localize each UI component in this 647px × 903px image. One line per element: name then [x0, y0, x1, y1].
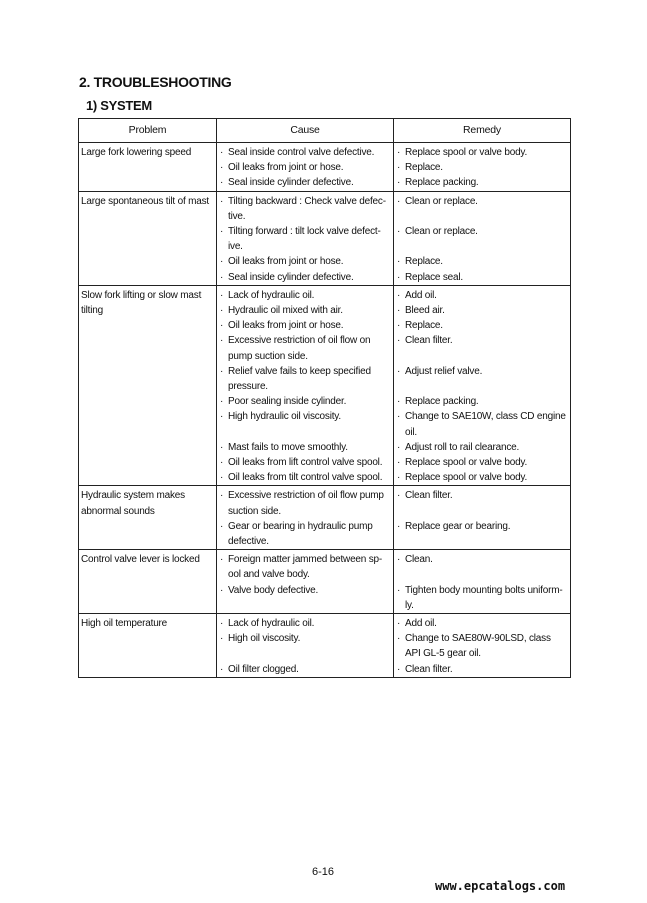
problem-line: Hydraulic system makes [81, 490, 185, 502]
remedy-line [396, 631, 568, 646]
bullet-text: Foreign matter jammed between sp- [228, 554, 383, 566]
bullet-text: Replace packing. [405, 177, 479, 189]
bullet-text: Mast fails to move smoothly. [228, 441, 348, 453]
cause-line [219, 631, 391, 646]
bullet-icon: · [220, 472, 224, 484]
bullet-text: Excessive restriction of oil flow pump [228, 490, 384, 502]
cause-line: defective. [228, 536, 269, 548]
cause-line [219, 160, 391, 175]
bullet-text: Clean. [405, 554, 433, 566]
remedy-line [396, 662, 568, 677]
cause-line: ive. [228, 241, 243, 253]
problem-line: Slow fork lifting or slow mast [81, 289, 202, 301]
cause-line [219, 662, 391, 677]
blank-line [396, 349, 568, 364]
remedy-line [396, 616, 568, 631]
cause-line [219, 318, 391, 333]
subsection-title: 1) SYSTEM [86, 98, 152, 113]
remedy-line [396, 364, 568, 379]
cause-line [219, 194, 391, 209]
cause-line [219, 394, 391, 409]
problem-cell [79, 285, 217, 486]
bullet-icon: · [397, 335, 401, 347]
bullet-text: Lack of hydraulic oil. [228, 618, 315, 630]
problem-line: Large spontaneous tilt of mast [81, 195, 209, 207]
bullet-text: Replace spool or valve body. [405, 472, 528, 484]
bullet-text: Lack of hydraulic oil. [228, 289, 315, 301]
blank-line [396, 534, 568, 549]
bullet-text: Oil leaks from joint or hose. [228, 162, 344, 174]
problem-line: Control valve lever is locked [81, 554, 200, 566]
bullet-icon: · [220, 256, 224, 268]
bullet-text: Oil leaks from joint or hose. [228, 256, 344, 268]
cause-line: suction side. [228, 505, 281, 517]
remedy-cell [394, 614, 571, 678]
bullet-icon: · [220, 335, 224, 347]
bullet-text: Replace. [405, 320, 443, 332]
bullet-text: Change to SAE80W-90LSD, class [405, 633, 551, 645]
bullet-icon: · [397, 663, 401, 675]
remedy-line [396, 470, 568, 485]
bullet-text: Clean or replace. [405, 226, 478, 237]
bullet-text: Replace gear or bearing. [405, 520, 511, 532]
bullet-text: Clean or replace. [405, 195, 478, 207]
table-row [79, 285, 571, 486]
bullet-icon: · [397, 195, 401, 207]
cause-line: tive. [228, 210, 246, 222]
cause-line [219, 254, 391, 269]
bullet-text: Adjust relief valve. [405, 365, 483, 377]
bullet-icon: · [397, 411, 401, 423]
bullet-icon: · [220, 457, 224, 469]
cause-line [219, 552, 391, 567]
cause-cell [217, 285, 394, 486]
blank-line [396, 209, 568, 224]
bullet-icon: · [220, 396, 224, 408]
remedy-line [396, 318, 568, 333]
remedy-line [396, 270, 568, 285]
cause-line [219, 145, 391, 160]
bullet-text: Poor sealing inside cylinder. [228, 396, 347, 408]
bullet-text: Seal inside cylinder defective. [228, 271, 354, 283]
table-row [79, 550, 571, 614]
bullet-text: Oil leaks from tilt control valve spool. [228, 472, 383, 484]
remedy-cell [394, 486, 571, 550]
remedy-line [396, 254, 568, 269]
remedy-cell [394, 191, 571, 285]
bullet-icon: · [397, 472, 401, 484]
bullet-text: Tighten body mounting bolts uniform- [405, 584, 563, 596]
blank-line [219, 646, 391, 661]
cause-line: pump suction side. [228, 350, 308, 362]
cause-line [219, 303, 391, 318]
bullet-icon: · [220, 305, 224, 317]
cause-cell [217, 614, 394, 678]
bullet-text: High hydraulic oil viscosity. [228, 411, 341, 423]
remedy-line [396, 333, 568, 348]
remedy-line [396, 583, 568, 598]
bullet-icon: · [397, 320, 401, 332]
remedy-line: API GL-5 gear oil. [405, 648, 481, 660]
bullet-text: Valve body defective. [228, 584, 319, 596]
bullet-icon: · [397, 520, 401, 532]
remedy-line [396, 519, 568, 534]
remedy-line: oil. [405, 426, 417, 438]
cause-line [219, 333, 391, 348]
cause-line [219, 270, 391, 285]
bullet-icon: · [397, 147, 401, 158]
bullet-icon: · [397, 618, 401, 630]
bullet-icon: · [220, 289, 224, 301]
bullet-text: Change to SAE10W, class CD engine [405, 411, 566, 423]
bullet-text: Replace spool or valve body. [405, 457, 528, 469]
bullet-icon: · [220, 226, 224, 238]
blank-line [396, 379, 568, 394]
troubleshooting-table [78, 118, 571, 678]
bullet-icon: · [397, 457, 401, 469]
bullet-text: Relief valve fails to keep specified [228, 365, 371, 377]
bullet-text: Replace. [405, 256, 443, 268]
cause-cell [217, 486, 394, 550]
bullet-icon: · [220, 411, 224, 423]
remedy-line [396, 194, 568, 209]
problem-cell [79, 614, 217, 678]
bullet-text: High oil viscosity. [228, 633, 301, 645]
bullet-text: Hydraulic oil mixed with air. [228, 305, 343, 317]
remedy-line [396, 409, 568, 424]
bullet-text: Replace. [405, 162, 443, 174]
remedy-line [396, 488, 568, 503]
bullet-icon: · [397, 226, 401, 237]
page-number: 6-16 [312, 866, 335, 878]
bullet-text: Tilting backward : Check valve defec- [228, 195, 386, 207]
bullet-text: Replace seal. [405, 271, 463, 283]
problem-line: abnormal sounds [81, 505, 155, 517]
cause-cell [217, 550, 394, 614]
bullet-icon: · [397, 554, 401, 566]
bullet-icon: · [220, 147, 224, 158]
bullet-icon: · [397, 256, 401, 268]
cause-line [219, 519, 391, 534]
remedy-line: ly. [405, 599, 414, 611]
problem-cell [79, 143, 217, 192]
remedy-cell [394, 285, 571, 486]
bullet-icon: · [397, 633, 401, 645]
remedy-line [396, 224, 568, 239]
bullet-icon: · [397, 441, 401, 453]
table-row [79, 614, 571, 678]
remedy-line [396, 552, 568, 567]
bullet-icon: · [220, 633, 224, 645]
bullet-icon: · [220, 365, 224, 377]
problem-cell [79, 191, 217, 285]
cause-cell [217, 143, 394, 192]
bullet-text: Oil filter clogged. [228, 663, 299, 675]
cause-line [219, 288, 391, 303]
cause-line: pressure. [228, 381, 268, 393]
cause-line [219, 409, 391, 424]
cause-line [219, 616, 391, 631]
cause-line [219, 175, 391, 190]
bullet-text: Clean filter. [405, 335, 453, 347]
remedy-line [396, 303, 568, 318]
bullet-icon: · [397, 396, 401, 408]
header-problem: Problem [79, 119, 217, 143]
bullet-text: Tilting forward : tilt lock valve defect- [228, 226, 381, 238]
header-remedy: Remedy [394, 119, 571, 143]
blank-line [219, 598, 391, 613]
cause-line [219, 364, 391, 379]
bullet-text: Oil leaks from joint or hose. [228, 320, 344, 332]
bullet-icon: · [220, 618, 224, 630]
bullet-text: Excessive restriction of oil flow on [228, 335, 371, 347]
bullet-icon: · [220, 490, 224, 502]
bullet-icon: · [397, 584, 401, 596]
bullet-icon: · [220, 177, 224, 189]
bullet-icon: · [220, 195, 224, 207]
bullet-text: Add oil. [405, 289, 437, 301]
bullet-icon: · [397, 365, 401, 377]
bullet-text: Clean filter. [405, 490, 453, 502]
cause-line [219, 440, 391, 455]
cause-line [219, 455, 391, 470]
bullet-icon: · [220, 584, 224, 596]
bullet-icon: · [220, 520, 224, 532]
table-row [79, 486, 571, 550]
bullet-icon: · [220, 271, 224, 283]
bullet-icon: · [220, 441, 224, 453]
table-row [79, 143, 571, 192]
bullet-icon: · [397, 271, 401, 283]
bullet-text: Replace packing. [405, 396, 479, 408]
problem-line: Large fork lowering speed [81, 147, 192, 158]
blank-line [396, 567, 568, 582]
bullet-icon: · [220, 320, 224, 332]
problem-line: High oil temperature [81, 618, 168, 630]
bullet-icon: · [397, 289, 401, 301]
bullet-text: Oil leaks from lift control valve spool. [228, 457, 383, 469]
problem-line: tilting [81, 305, 103, 317]
remedy-line [396, 160, 568, 175]
bullet-text: Seal inside cylinder defective. [228, 177, 354, 189]
bullet-icon: · [397, 162, 401, 174]
bullet-text: Gear or bearing in hydraulic pump [228, 520, 373, 532]
remedy-line [396, 455, 568, 470]
watermark: www.epcatalogs.com [435, 879, 566, 893]
cause-line: ool and valve body. [228, 569, 310, 581]
remedy-line [396, 440, 568, 455]
remedy-line [396, 394, 568, 409]
bullet-text: Replace spool or valve body. [405, 147, 528, 158]
section-title: 2. TROUBLESHOOTING [79, 74, 232, 90]
cause-line [219, 470, 391, 485]
bullet-text: Seal inside control valve defective. [228, 147, 375, 158]
header-cause: Cause [217, 119, 394, 143]
blank-line [396, 239, 568, 254]
bullet-text: Clean filter. [405, 663, 453, 675]
bullet-text: Adjust roll to rail clearance. [405, 441, 520, 453]
bullet-text: Add oil. [405, 618, 437, 630]
bullet-icon: · [220, 162, 224, 174]
cause-line [219, 224, 391, 239]
bullet-text: Bleed air. [405, 305, 445, 317]
cause-cell [217, 191, 394, 285]
remedy-cell [394, 550, 571, 614]
problem-cell [79, 550, 217, 614]
problem-cell [79, 486, 217, 550]
remedy-line [396, 145, 568, 160]
bullet-icon: · [220, 554, 224, 566]
cause-line [219, 488, 391, 503]
remedy-line [396, 175, 568, 190]
table-row [79, 191, 571, 285]
remedy-cell [394, 143, 571, 192]
bullet-icon: · [397, 490, 401, 502]
table-header-row [79, 119, 571, 143]
blank-line [396, 504, 568, 519]
bullet-icon: · [220, 663, 224, 675]
bullet-icon: · [397, 177, 401, 189]
remedy-line [396, 288, 568, 303]
blank-line [219, 425, 391, 440]
bullet-icon: · [397, 305, 401, 317]
cause-line [219, 583, 391, 598]
